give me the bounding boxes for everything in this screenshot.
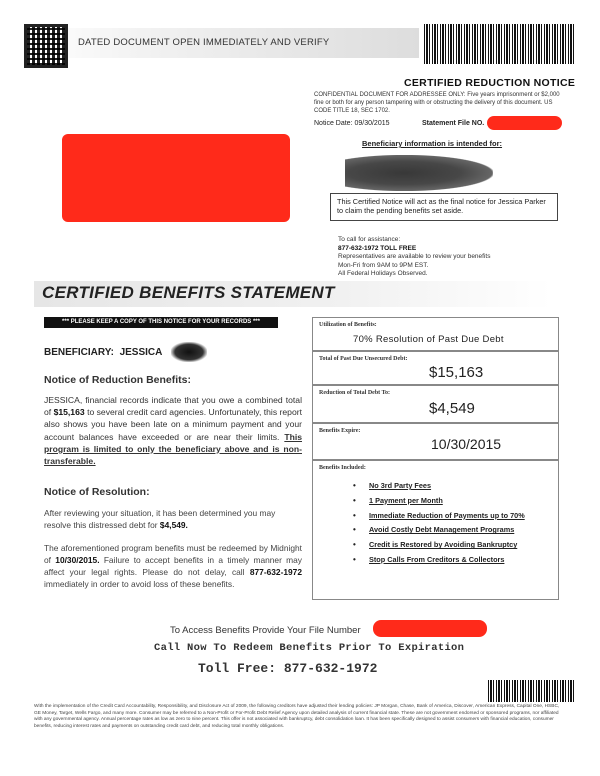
resolution-paragraph: [44, 507, 302, 531]
call-now-text: Call Now To Redeem Benefits Prior To Expiration: [154, 642, 465, 654]
call-assistance-label: To call for assistance:: [338, 236, 401, 243]
assistance-block: [338, 236, 490, 279]
p3-text-c: immediately in order to avoid loss of these benefits.: [44, 579, 235, 589]
benefit-text: Avoid Costly Debt Management Programs: [369, 525, 515, 535]
reduction-paragraph: [44, 394, 302, 467]
reduction-heading: Notice of Reduction Benefits:: [44, 374, 192, 386]
benefit-text: No 3rd Party Fees: [369, 481, 432, 490]
expire-value: 10/30/2015: [431, 436, 502, 452]
reduction-value: $4,549: [429, 400, 475, 417]
qr-code-icon: [24, 24, 68, 68]
address-redaction: [62, 134, 290, 222]
utilization-panel: [312, 317, 559, 351]
redeem-paragraph: [44, 542, 302, 590]
benefit-text: Immediate Reduction of Payments up to 70%: [369, 510, 525, 520]
p2-text: After reviewing your situation, it has been determined you may resolve this distressed debt for: [44, 508, 276, 530]
benefit-text: Stop Calls From Creditors & Collectors: [369, 554, 505, 564]
toll-free-number: 877-632-1972 TOLL FREE: [338, 244, 417, 252]
benefit-text: 1 Payment per Month: [369, 495, 443, 505]
hours-text: Mon-Fri from 9AM to 9PM EST.: [338, 261, 429, 269]
resolution-heading: Notice of Resolution:: [44, 486, 150, 498]
notice-date: Notice Date: 09/30/2015: [314, 120, 390, 127]
benefits-included-label: Benefits Included:: [319, 465, 366, 471]
list-item: [353, 509, 525, 524]
representatives-text: Representatives are available to review your benefits: [338, 253, 491, 260]
utilization-value: 70% Resolution of Past Due Debt: [353, 334, 504, 345]
final-notice-box: This Certified Notice will act as the final notice for Jessica Parker to claim the pending benefits set aside.: [330, 193, 558, 221]
p1-amount: $15,163: [53, 407, 85, 418]
address-scribble-redaction: [345, 155, 493, 191]
surname-redaction: [171, 342, 207, 362]
beneficiary-name: JESSICA: [119, 347, 163, 358]
p1-limited-text: This program is limited to only the beneficiary above and is non-transferable.: [44, 431, 302, 467]
list-item: [353, 494, 525, 509]
p3-text-b: Failure to accept benefits in a timely manner may affect your legal rights. Please do not delay, call: [44, 555, 302, 577]
footer-barcode-icon: [488, 680, 576, 702]
beneficiary-info-heading: Beneficiary information is intended for:: [362, 139, 503, 148]
access-benefits-text: To Access Benefits Provide Your File Number: [170, 625, 361, 636]
total-debt-panel: [312, 351, 559, 385]
p3-date: 10/30/2015.: [55, 555, 100, 565]
list-item: [353, 479, 525, 494]
expire-label: Benefits Expire:: [319, 428, 361, 434]
reduction-panel: [312, 385, 559, 423]
holidays-text: All Federal Holidays Observed.: [338, 270, 428, 277]
p1-text-a: JESSICA, financial records indicate that you owe a combined total of: [44, 395, 302, 418]
benefits-included-panel: [312, 460, 559, 600]
keep-copy-bar: *** PLEASE KEEP A COPY OF THIS NOTICE FOR YOUR RECORDS ***: [44, 317, 278, 328]
list-item: [353, 538, 525, 553]
p2-amount: $4,549.: [159, 520, 188, 530]
statement-file-label: Statement File NO.: [422, 120, 485, 127]
benefits-list: [353, 479, 525, 568]
utilization-label: Utilization of Benefits:: [319, 322, 377, 328]
p3-text-a: The aforementioned program benefits must be redeemed by Midnight of: [44, 543, 302, 565]
certified-reduction-title: CERTIFIED REDUCTION NOTICE: [404, 77, 576, 89]
list-item: [353, 523, 525, 538]
list-item: [353, 553, 525, 568]
expire-panel: [312, 423, 559, 460]
statement-file-redaction: [487, 116, 562, 130]
beneficiary-label: BENEFICIARY:: [44, 347, 114, 358]
fine-print: With the implementation of the Credit Card Accountability, Responsibility, and Disclosure Act of 2009, the following creditors have adjusted their lending policies: JP Morgan, Chase, Bank of America, Discover, American Express, Capital One, HSBC, GE Money, Target, Wells Fargo, and many more. Consumer may be referred to a Non-Profit or For-Profit Debt Relief Agency upon detailed analysis of current financial state. These are not government endorsed or sponsored programs, nor affiliated with any governmental agency. Annual percentage rates as low as zero to nine percent. This offer is not associated with bankruptcy, debt consolidation loan. It has been specifically designed to assist consumers with financial education, consumer benefits, reducing interest rates and payments on outstanding credit card debt, and reducing total monthly obligations.: [34, 704, 560, 729]
p3-phone: 877-632-1972: [249, 567, 302, 577]
total-debt-value: $15,163: [429, 364, 484, 381]
dated-document-text: DATED DOCUMENT OPEN IMMEDIATELY AND VERIFY: [78, 37, 330, 48]
toll-free-line: Toll Free: 877-632-1972: [198, 661, 378, 676]
total-debt-label: Total of Past Due Unsecured Debt:: [319, 356, 408, 362]
benefit-text: Credit is Restored by Avoiding Bankruptcy: [369, 540, 518, 550]
file-number-redaction: [373, 620, 487, 637]
beneficiary-line: [44, 347, 162, 358]
barcode-icon: [424, 24, 576, 64]
confidential-notice: CONFIDENTIAL DOCUMENT FOR ADDRESSEE ONLY: Five years imprisonment or $2,000 fine or both for any person tampering with or obstructing the delivery of this document. US CODE TITLE 18, SEC 1702.: [314, 92, 560, 114]
reduction-label: Reduction of Total Debt To:: [319, 390, 391, 396]
p1-text-b: to several credit card agencies. Unfortunately, this report also shows you have been late on a minimum payment and your account balances have exceeded or are near their limits.: [44, 407, 302, 442]
statement-title: CERTIFIED BENEFITS STATEMENT: [42, 283, 335, 302]
